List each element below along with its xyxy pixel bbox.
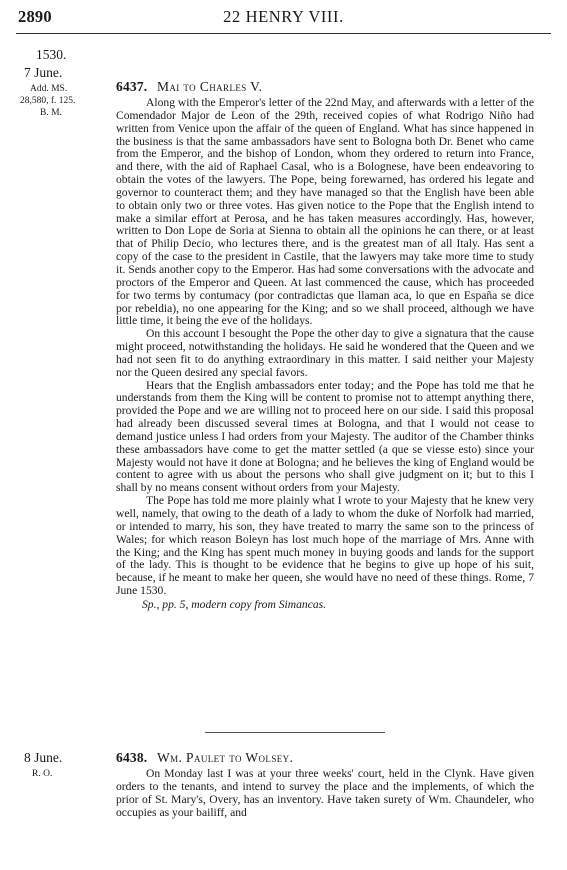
source-line: B. M. xyxy=(40,108,62,118)
entry-title: Mai to Charles V. xyxy=(156,79,263,94)
source-line: 28,580, f. 125. xyxy=(20,96,76,106)
entry-separator xyxy=(205,732,385,733)
entry-number: 6438. xyxy=(116,750,148,765)
entry-6437-body xyxy=(116,97,534,612)
paragraph: The Pope has told me more plainly what I wrote to your Majesty that he knew very well, namely, that owing to the death of a lady to whom the duke of Norfolk had married, or intended to marry, his son, they have treated to marry the same son to the princess of Wales; for which reason Boleyn has lost much hope of the marriage of Mrs. Anne with the King; and the King has spent much money in buying goods and lands for the support of the lady. This is thought to be evidence that he begins to give up hope of his suit, because, if he meant to make her queen, she would have no need of these things. Rome, 7 June 1530. xyxy=(116,494,534,598)
header-rule xyxy=(16,33,551,34)
page-number: 2890 xyxy=(18,7,52,26)
paragraph: On Monday last I was at your three weeks' court, held in the Clynk. Have given orders to the tenants, and intend to survey the place and the implements, of which the prior of St. Mary's, Overy, has an inventory. Have taken surety of Wm. Chaundeler, who occupies as your bailiff, and xyxy=(116,767,534,819)
source-line: Add. MS. xyxy=(30,84,68,94)
entry-number: 6437. xyxy=(116,79,148,94)
paragraph: On this account I besought the Pope the other day to give a signatura that the cause might proceed, notwithstanding the holidays. He said he wondered that the Queen and we had not seen fit to do anything extraordinary in this matter. I said neither your Majesty nor the Queen desired any special favors. xyxy=(116,327,534,379)
source-line: R. O. xyxy=(32,769,53,779)
paragraph: Hears that the English ambassadors enter today; and the Pope has told me that he understands from them the King will be content to promise not to attempt anything there, provided the Pope and we are willing not to proceed here on our side. I said this proposal had already been discussed several times at Bologna, and that I would not cease to demand justice unless I had orders from your Majesty. The auditor of the Chamber thinks these ambassadors have come to get the matter settled (a que se viesse esto) since your Majesty would not have it done at Bologna; and he believes the king of England would be content to agree with us about the persons who shall give judgment on it; but to this I shall by no means consent without orders from your Majesty. xyxy=(116,378,534,495)
entry-date: 7 June. xyxy=(24,65,63,80)
entry-title: Wm. Paulet to Wolsey. xyxy=(156,750,294,765)
entry-year: 1530. xyxy=(36,47,67,62)
entry-6438-heading xyxy=(116,750,293,766)
entry-6437-heading xyxy=(116,79,262,95)
entry-6438-margin xyxy=(18,750,94,780)
entry-6438-body xyxy=(116,768,534,819)
entry-date: 8 June. xyxy=(24,750,63,765)
entry-6437-margin xyxy=(18,47,94,119)
source-note: Sp., pp. 5, modern copy from Simancas. xyxy=(142,597,327,611)
paragraph: Along with the Emperor's letter of the 22nd May, and afterwards with a letter of the Comendador Major de Leon of the 29th, received copies of what Rodrigo Niño had written from Venice upon the affair of the queen of England. What has since happened in the business is that the same ambassadors have sent to Bologna both Dr. Benet who came from the Emperor, and the bishop of London, whom they ordered to return into France, and there, with the aid of Raphael Casal, who is a Bolognese, have been endeavoring to obtain the votes of the lawyers. The Pope, being forewarned, has ordered his legate and governor to counteract them; and they have managed so that the English have been able to obtain only two or three votes. Has given notice to the Pope that the English intend to make a similar effort at Perosa, and he has taken measures accordingly. Has, however, written to Don Lope de Soria at Sienna to obtain all the opinions he can there, or at least that of Philip Decio, who lectures there, and is the greatest man of all Italy. Has sent a copy of the case to the president in Castile, that the lawyers may take more time to study it. Sends another copy to the Emperor. Has had some conversations with the advocate and proctors of the Emperor and Queen. At last commenced the cause, which has proceeded for two terms by contumacy (por contradictas que llaman aca, lo que en España se dice por rebeldia), no one appearing for the King; and so we shall proceed, although we have little time, it being the eve of the holidays. xyxy=(116,96,534,328)
running-head: 22 HENRY VIII. xyxy=(223,7,344,26)
